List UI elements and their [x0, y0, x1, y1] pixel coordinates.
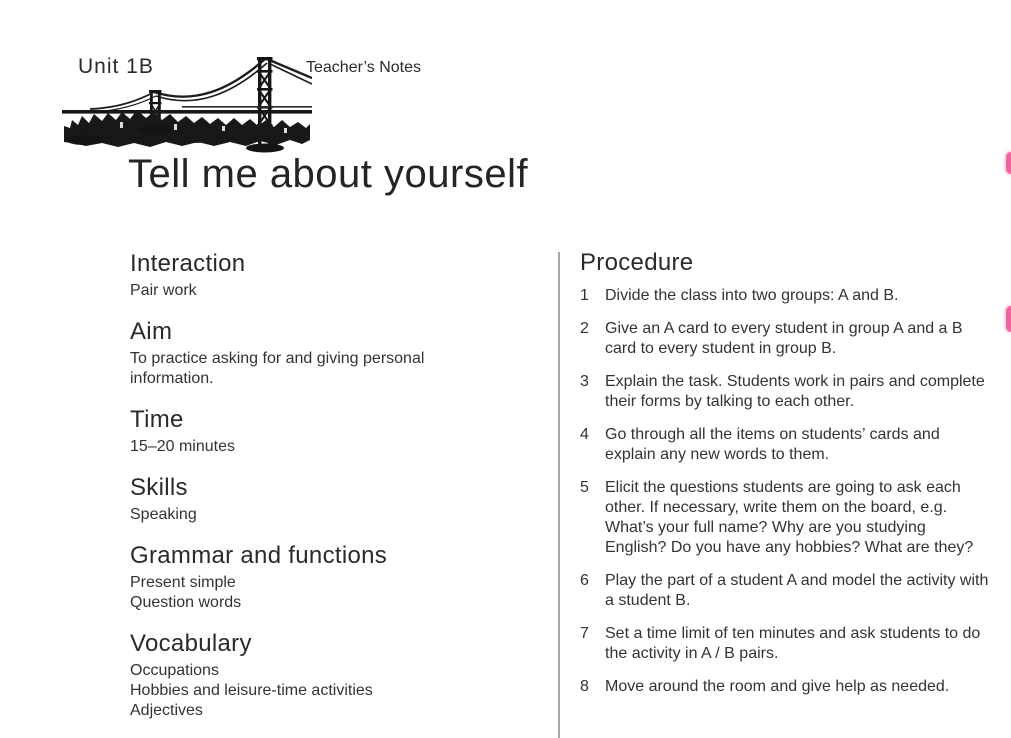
- pink-accent-sliver: [1006, 152, 1011, 174]
- procedure-step: [580, 286, 992, 306]
- pink-accent-sliver: [1006, 306, 1011, 332]
- procedure-step: [580, 425, 992, 465]
- procedure-step: [580, 319, 992, 359]
- unit-label: Unit 1B: [78, 55, 154, 78]
- bay-bridge-skyline-icon: [62, 50, 312, 156]
- section-line: Present simple: [130, 574, 236, 591]
- section-line: Adjectives: [130, 702, 203, 719]
- step-text: Elicit the questions students are going to ask each other. If necessary, write them on the board, e.g. What’s your full name? Why are you studying English? Do you have any hobbies? What are they?: [605, 479, 974, 556]
- section-skills: [130, 474, 475, 525]
- section-line: To practice asking for and giving personal information.: [130, 350, 425, 387]
- step-text: Move around the room and give help as needed.: [605, 678, 950, 695]
- step-number: 1: [580, 287, 589, 304]
- section-heading: Skills: [130, 474, 188, 501]
- step-number: 8: [580, 678, 589, 695]
- section-line: Speaking: [130, 506, 197, 523]
- step-number: 6: [580, 572, 589, 589]
- procedure-step: [580, 372, 992, 412]
- info-column: [130, 250, 475, 721]
- procedure-step: [580, 571, 992, 611]
- section-heading: Time: [130, 406, 184, 433]
- section-line: Pair work: [130, 282, 197, 299]
- section-vocabulary: [130, 630, 475, 721]
- step-number: 5: [580, 479, 589, 496]
- step-number: 3: [580, 373, 589, 390]
- step-text: Divide the class into two groups: A and B.: [605, 287, 899, 304]
- step-text: Explain the task. Students work in pairs and complete their forms by talking to each other.: [605, 373, 985, 410]
- step-text: Play the part of a student A and model the activity with a student B.: [605, 572, 989, 609]
- step-text: Go through all the items on students’ cards and explain any new words to them.: [605, 426, 940, 463]
- column-divider: [558, 252, 560, 738]
- procedure-column: [580, 248, 992, 710]
- section-heading: Vocabulary: [130, 630, 252, 657]
- procedure-step: [580, 624, 992, 664]
- section-time: [130, 406, 475, 457]
- step-text: Set a time limit of ten minutes and ask students to do the activity in A / B pairs.: [605, 625, 981, 662]
- step-number: 7: [580, 625, 589, 642]
- section-line: Occupations: [130, 662, 219, 679]
- procedure-heading: Procedure: [580, 249, 694, 276]
- section-grammar-functions: [130, 542, 475, 613]
- procedure-step: [580, 478, 992, 558]
- bridge-illustration-container: [62, 50, 312, 156]
- step-text: Give an A card to every student in group A and a B card to every student in group B.: [605, 320, 963, 357]
- procedure-step: [580, 677, 992, 697]
- page-title: Tell me about yourself: [128, 152, 529, 196]
- teachers-notes-label: Teacher’s Notes: [306, 59, 422, 76]
- section-heading: Aim: [130, 318, 173, 345]
- step-number: 2: [580, 320, 589, 337]
- section-heading: Interaction: [130, 250, 246, 277]
- section-line: 15–20 minutes: [130, 438, 235, 455]
- section-aim: [130, 318, 475, 389]
- section-heading: Grammar and functions: [130, 542, 388, 569]
- section-interaction: [130, 250, 475, 301]
- step-number: 4: [580, 426, 589, 443]
- section-line: Hobbies and leisure-time activities: [130, 682, 373, 699]
- section-line: Question words: [130, 594, 242, 611]
